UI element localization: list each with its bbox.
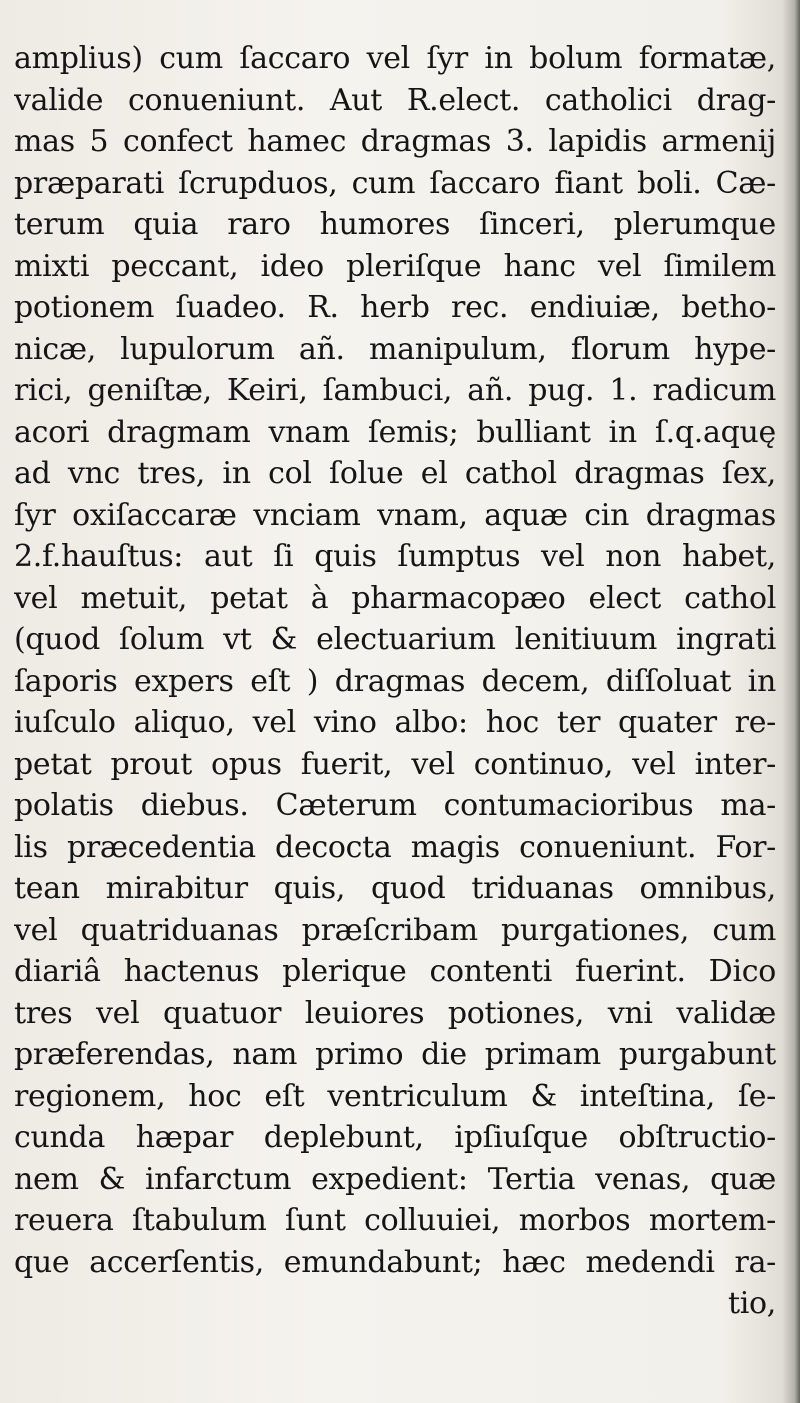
text-line: (quod ſolum vt & electuarium lenitiuum ingrati — [14, 622, 776, 657]
text-line: petat prout opus fuerit, vel continuo, vel inter- — [14, 746, 776, 782]
text-line: mas 5 confect hamec dragmas 3. lapidis armenij — [14, 124, 776, 159]
text-line: ad vnc tres, in col ſolue el cathol dragmas ſex, — [14, 456, 776, 491]
text-line: ſyr oxiſaccaræ vnciam vnam, aquæ cin dragmas — [14, 497, 776, 533]
text-line: amplius) cum ſaccaro vel ſyr in bolum formatæ, — [14, 41, 776, 76]
text-line: potionem ſuadeo. R. herb rec. endiuiæ, betho- — [14, 290, 776, 325]
text-line: diariâ hactenus plerique contenti fuerint. Dico — [14, 954, 776, 989]
text-line: valide conueniunt. Aut R.elect. catholici drag- — [14, 82, 776, 118]
text-line: iuſculo aliquo, vel vino albo: hoc ter quater re- — [14, 705, 776, 740]
text-line: acori dragmam vnam ſemis; bulliant in ſ.q.aquę — [14, 414, 776, 450]
text-line: lis præcedentia decocta magis conueniunt. For- — [14, 829, 776, 865]
text-line: rici, geniſtæ, Keiri, ſambuci, añ. pug. 1. radicum — [14, 373, 776, 408]
text-line: ſaporis expers eſt ) dragmas decem, diſſoluat in — [14, 663, 776, 699]
text-line: regionem, hoc eſt ventriculum & inteſtina, ſe- — [14, 1078, 776, 1114]
text-line: tres vel quatuor leuiores potiones, vni validæ — [14, 995, 776, 1031]
catchword: tio, — [727, 1286, 776, 1321]
text-line: tean mirabitur quis, quod triduanas omnibus, — [14, 871, 776, 906]
text-line: polatis diebus. Cæterum contumacioribus ma- — [14, 788, 776, 823]
text-line: que accerſentis, emundabunt; hæc medendi ra- — [14, 1244, 776, 1280]
page-edge-shadow — [782, 0, 800, 1403]
text-line: præferendas, nam primo die primam purgabunt — [14, 1037, 776, 1072]
page-text — [14, 38, 776, 1325]
text-line: præparati ſcrupduos, cum ſaccaro fiant boli. Cæ- — [14, 165, 776, 201]
text-line: reuera ſtabulum ſunt colluuiei, morbos mortem- — [14, 1203, 776, 1238]
text-line: cunda hæpar deplebunt, ipſiuſque obſtructio- — [14, 1120, 776, 1155]
text-line: mixti peccant, ideo pleriſque hanc vel ſimilem — [14, 248, 776, 284]
text-line: 2.f.hauſtus: aut ſi quis ſumptus vel non habet, — [14, 539, 776, 574]
text-line: terum quia raro humores ſinceri, plerumque — [14, 207, 776, 242]
text-line: nem & infarctum expedient: Tertia venas, quæ — [14, 1161, 776, 1197]
text-line: vel metuit, petat à pharmacopæo elect cathol — [14, 580, 776, 616]
text-line: nicæ, lupulorum añ. manipulum, florum hype- — [14, 331, 776, 367]
text-line: vel quatriduanas præſcribam purgationes, cum — [14, 912, 776, 948]
